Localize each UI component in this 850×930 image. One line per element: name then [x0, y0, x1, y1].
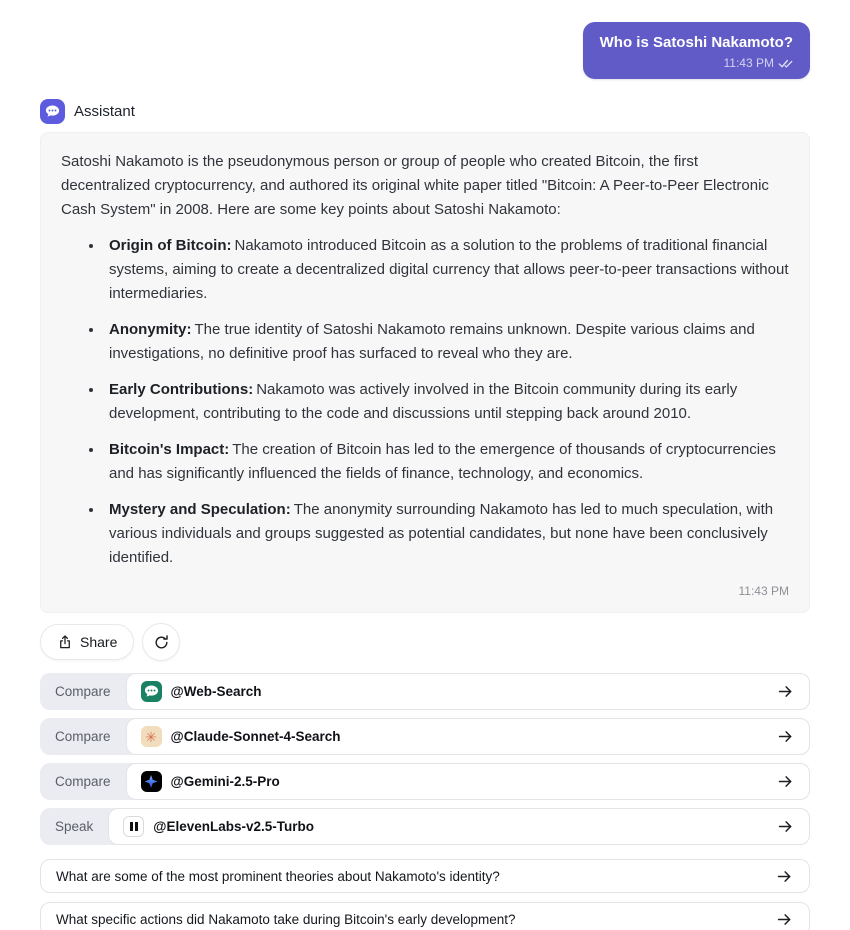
bullet-text: The anonymity surrounding Nakamoto has led to much speculation, with various individuals and groups suggested as potential candidates, but none have been conclusively identified. [109, 501, 774, 566]
assistant-header [40, 99, 810, 124]
double-check-icon [778, 57, 793, 69]
compare-row-web-search[interactable] [40, 673, 810, 710]
gemini-star-icon [141, 771, 162, 792]
arrow-right-icon [776, 727, 795, 746]
arrow-right-icon [776, 682, 795, 701]
arrow-right-icon [776, 772, 795, 791]
arrow-right-icon [775, 867, 794, 886]
claude-starburst-icon: ✳ [141, 726, 162, 747]
assistant-bullet-list [61, 234, 789, 570]
user-message-bubble [583, 22, 810, 79]
elevenlabs-bars-icon [123, 816, 144, 837]
user-message-text: Who is Satoshi Nakamoto? [599, 34, 793, 51]
speak-row-elevenlabs[interactable] [40, 808, 810, 845]
followup-suggestions [40, 859, 810, 930]
bot-row-card[interactable] [126, 718, 810, 755]
compare-row-gemini[interactable] [40, 763, 810, 800]
followup-text: What specific actions did Nakamoto take during Bitcoin's early development? [56, 911, 516, 927]
bullet-label: Mystery and Speculation : [109, 501, 291, 518]
user-message-meta [600, 56, 793, 70]
bot-handle: @Gemini-2.5-Pro [170, 774, 280, 789]
row-action-label: Compare [55, 774, 111, 789]
bullet-text: Nakamoto introduced Bitcoin as a solution to the problems of traditional financial systems, aiming to create a decentralized digital currency that allows peer-to-peer transactions without intermediaries. [109, 237, 789, 302]
share-icon [57, 634, 73, 650]
list-item [104, 498, 789, 570]
bot-suggestion-rows [40, 673, 810, 845]
bot-row-card[interactable] [126, 763, 810, 800]
user-message-time: 11:43 PM [723, 56, 774, 70]
bot-handle: @Claude-Sonnet-4-Search [170, 729, 341, 744]
list-item [104, 378, 789, 426]
chat-bubble-icon [141, 681, 162, 702]
followup-text: What are some of the most prominent theories about Nakamoto's identity? [56, 868, 500, 884]
list-item [104, 318, 789, 366]
bullet-label: Bitcoin's Impact : [109, 441, 229, 458]
bot-handle: @Web-Search [170, 684, 262, 699]
bullet-text: The true identity of Satoshi Nakamoto remains unknown. Despite various claims and investigations, no definitive proof has surfaced to reveal who they are. [109, 321, 755, 362]
row-action-label: Compare [55, 729, 111, 744]
bullet-label: Origin of Bitcoin : [109, 237, 232, 254]
row-action-label: Speak [55, 819, 94, 834]
bullet-label: Anonymity : [109, 321, 192, 338]
retry-button[interactable] [142, 623, 180, 661]
assistant-name: Assistant [74, 103, 135, 120]
message-actions [40, 623, 810, 661]
compare-row-claude[interactable] [40, 718, 810, 755]
assistant-intro-paragraph: Satoshi Nakamoto is the pseudonymous person or group of people who created Bitcoin, the first decentralized cryptocurrency, and authored its original white paper titled "Bitcoin: A Peer-to-Peer Electronic Cash System" in 2008. Here are some key points about Satoshi Nakamoto: [61, 153, 769, 218]
followup-question[interactable] [40, 902, 810, 930]
bot-row-card[interactable] [126, 673, 810, 710]
arrow-right-icon [776, 817, 795, 836]
bullet-label: Early Contributions : [109, 381, 253, 398]
user-message-row [40, 22, 810, 79]
arrow-right-icon [775, 910, 794, 929]
assistant-message-time: 11:43 PM [738, 584, 789, 598]
bullet-text: Nakamoto was actively involved in the Bitcoin community during its early development, contributing to the code and discussions until stepping back around 2010. [109, 381, 738, 422]
row-action-label: Compare [55, 684, 111, 699]
bullet-text: The creation of Bitcoin has led to the emergence of thousands of cryptocurrencies and has significantly influenced the fields of finance, technology, and economics. [109, 441, 776, 482]
list-item [104, 438, 789, 486]
share-button[interactable] [40, 624, 134, 660]
bot-handle: @ElevenLabs-v2.5-Turbo [153, 819, 314, 834]
assistant-avatar-chat-bubble-icon [40, 99, 65, 124]
bot-row-card[interactable] [108, 808, 810, 845]
followup-question[interactable] [40, 859, 810, 893]
assistant-message-card [40, 132, 810, 613]
refresh-icon [153, 634, 170, 651]
list-item [104, 234, 789, 306]
share-button-label: Share [80, 634, 118, 650]
